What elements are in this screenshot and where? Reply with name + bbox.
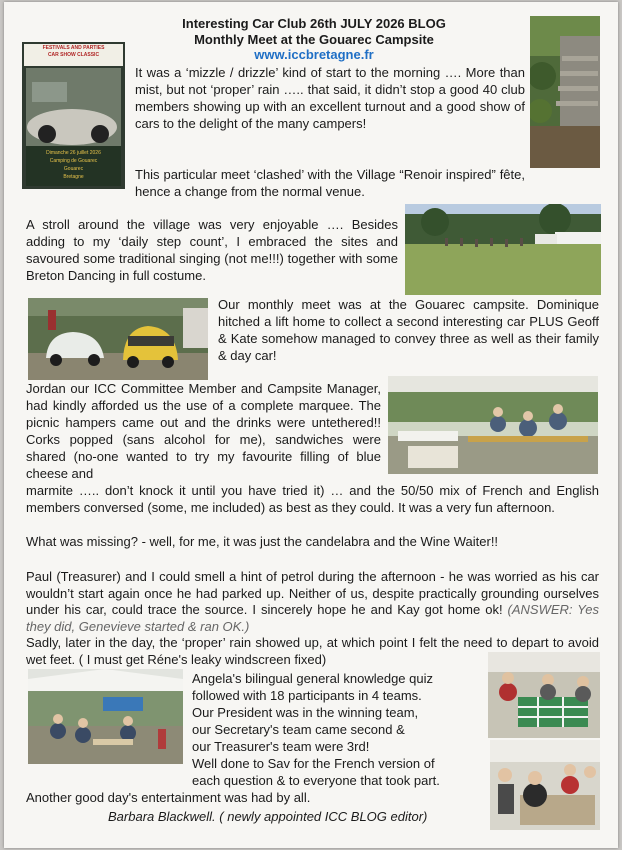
quiz-line-3: Our President was in the winning team, [192, 705, 419, 720]
members-table-photo [490, 740, 600, 830]
quiz-teams-photo [488, 652, 600, 738]
paragraph-marmite: marmite ….. don’t knock it until you have tried it) … and the 50/50 mix of French and English members conversed (some, me included) as best as they could. It was a very fun afternoon. [26, 483, 599, 515]
closing-line: Another good day's entertainment was had by all. [26, 790, 311, 805]
blog-signature: Barbara Blackwell. ( newly appointed ICC BLOG editor) [108, 809, 428, 824]
blog-subtitle: Monthly Meet at the Gouarec Campsite [194, 32, 434, 47]
paragraph-village-stroll: A stroll around the village was very enjoyable …. Besides adding to my ‘daily step count’, I embraced the sites and savoured some traditional singing (not me!!!) together with some Breton Dancing in full costume. [26, 217, 398, 283]
event-poster-image [22, 42, 125, 189]
paragraph-clash: This particular meet ‘clashed’ with the Village “Renoir inspired” fête, hence a change from the normal venue. [135, 167, 525, 199]
poster-line-5: Gouarec [63, 166, 84, 172]
poster-line-4: Camping de Gouarec [49, 158, 98, 164]
blog-title: Interesting Car Club 26th JULY 2026 BLOG [182, 16, 446, 31]
village-fete-photo [405, 204, 601, 295]
quiz-marquee-photo [28, 669, 183, 764]
petrol-story-text: Paul (Treasurer) and I could smell a hint of petrol during the afternoon - he was worried as his car wouldn’t start again once he had parked up. Neither of us, despite practically grounding ourselves under his car, could trace the source. I sincerely hope he and Kay got home ok! [26, 569, 599, 617]
quiz-line-6: Well done to Sav for the French version of [192, 756, 435, 771]
club-website-link[interactable]: www.iccbretagne.fr [254, 47, 374, 62]
poster-line-6: Bretagne [63, 174, 84, 180]
poster-line-2: CAR SHOW CLASSIC [47, 52, 100, 58]
paragraph-marquee: Jordan our ICC Committee Member and Campsite Manager, had kindly afforded us the use of a complete marquee. The picnic hampers came out and the drinks were untethered!! Corks popped (sans alcohol for me), sandwiches were shared (no-one wanted to try my favourite filling of blue cheese and [26, 381, 381, 481]
classic-cars-photo [28, 298, 208, 380]
blog-page [4, 2, 618, 848]
paragraph-campsite-meet: Our monthly meet was at the Gouarec campsite. Dominique hitched a lift home to collect a second interesting car PLUS Geoff & Kate somehow managed to convey three as well as their family & day car! [218, 297, 599, 363]
quiz-line-5: our Treasurer's team were 3rd! [192, 739, 370, 754]
garden-steps-photo [530, 16, 600, 168]
poster-line-1: FESTIVALS AND PARTIES [42, 45, 105, 51]
paragraph-petrol [26, 569, 599, 635]
petrol-answer-text: (ANSWER: Yes they did, Genevieve started & ran OK.) [26, 602, 599, 634]
paragraph-rain: Sadly, later in the day, the ‘proper’ rain showed up, at which point I felt the need to depart to avoid wet feet. ( I must get Réne's leaky windscreen fixed) [26, 635, 599, 667]
quiz-line-2: followed with 18 participants in 4 teams. [192, 688, 422, 703]
quiz-line-1: Angela's bilingual general knowledge quiz [192, 671, 433, 686]
paragraph-intro: It was a ‘mizzle / drizzle’ kind of start to the morning …. More than mist, but not ‘proper’ rain ….. that said, it didn’t stop a good 40 club members showing up with an excellent turnout and a good show of cars to the delight of the many campers! [135, 65, 525, 131]
poster-line-3: Dimanche 26 juillet 2026 [46, 150, 101, 156]
quiz-line-4: our Secretary's team came second & [192, 722, 405, 737]
quiz-line-7: each question & to everyone that took part. [192, 773, 440, 788]
marquee-picnic-photo [388, 376, 598, 474]
paragraph-missing: What was missing? - well, for me, it was just the candelabra and the Wine Waiter!! [26, 534, 499, 549]
quiz-paragraph [192, 670, 492, 789]
